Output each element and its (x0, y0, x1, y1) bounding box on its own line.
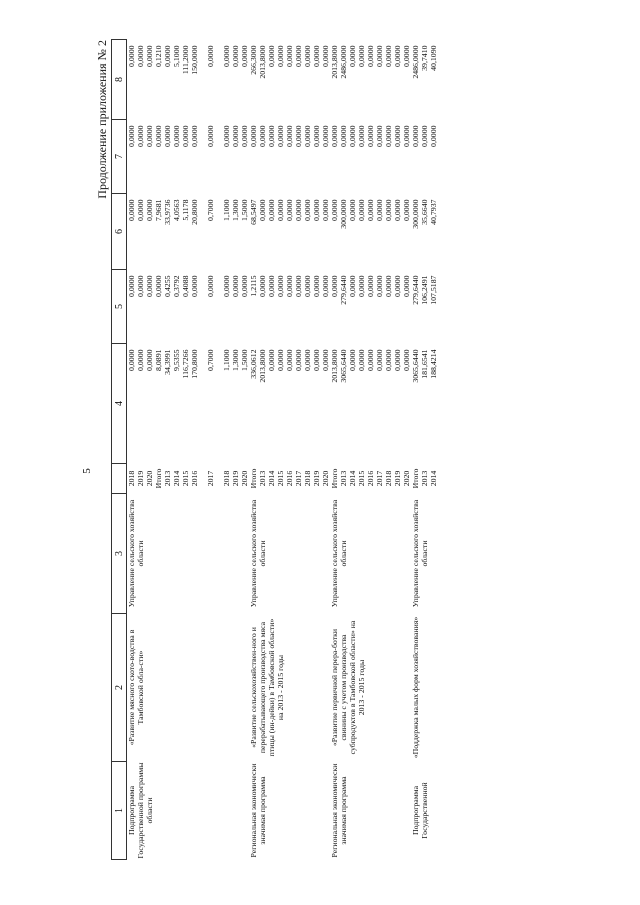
year-cell: 2020 (402, 470, 411, 487)
value-cell: 5,1178 (181, 199, 190, 221)
year-cell: 2019 (312, 470, 321, 487)
program-col2: «Развитие мясного ското-водства в Тамбовской обла-сти» (127, 629, 145, 746)
value-cell: 0,0000 (285, 275, 294, 297)
value-cell (199, 40, 206, 120)
value-cell: 0,0000 (393, 125, 402, 147)
value-cell: 0,0000 (163, 125, 172, 147)
value-cell: 0,0000 (402, 199, 411, 221)
table-row (411, 40, 420, 860)
program-col2: «Развитие первичной перера-ботки свинины с учетом производства субпродуктов в Тамбовской области» на 2013 - 2015 годы (330, 620, 366, 755)
value-cell: 0,0000 (258, 275, 267, 297)
year-cell: 2014 (429, 470, 438, 487)
value-cell: 0,0000 (276, 125, 285, 147)
value-cell: 0,0000 (267, 125, 276, 147)
value-cell: 0,0000 (384, 45, 393, 67)
year-cell: 2013 (258, 470, 267, 487)
value-cell: 0,0000 (303, 349, 312, 371)
value-cell: 170,8000 (190, 349, 199, 379)
value-cell (199, 344, 206, 464)
value-cell: 0,0000 (222, 275, 231, 297)
value-cell: 0,0000 (127, 349, 136, 371)
value-cell: 0,0000 (348, 199, 357, 221)
value-cell: 4,0563 (172, 199, 181, 221)
value-cell: 0,0000 (127, 45, 136, 67)
value-cell: 2013,8000 (258, 45, 267, 79)
value-cell: 0,0000 (127, 125, 136, 147)
value-cell: 0,0000 (285, 199, 294, 221)
year-cell: 2013 (339, 470, 348, 487)
value-cell: 0,0000 (366, 45, 375, 67)
value-cell: 20,8000 (190, 199, 199, 225)
value-cell: 0,0000 (136, 349, 145, 371)
value-cell: 3065,6440 (339, 349, 348, 383)
value-cell: 0,0000 (145, 275, 154, 297)
value-cell: 0,0000 (402, 45, 411, 67)
table-row (249, 40, 258, 860)
value-cell: 0,0000 (294, 45, 303, 67)
value-cell: 0,0000 (285, 45, 294, 67)
value-cell: 0,0000 (127, 275, 136, 297)
program-col1: Подпрограмма Государственной программы области (127, 762, 154, 859)
year-cell: 2013 (420, 470, 429, 487)
table-row (127, 40, 137, 860)
value-cell: 2013,8000 (330, 45, 339, 79)
value-cell: 336,0612 (249, 349, 258, 379)
value-cell: 0,0000 (402, 125, 411, 147)
year-cell: 2020 (240, 470, 249, 487)
value-cell: 0,0000 (420, 125, 429, 147)
value-cell: 1,2115 (249, 275, 258, 297)
value-cell: 0,0000 (321, 45, 330, 67)
value-cell: 0,0000 (357, 125, 366, 147)
column-number-row (112, 40, 127, 860)
value-cell: 0,0000 (231, 45, 240, 67)
value-cell: 0,0000 (206, 275, 215, 297)
value-cell: 2486,0000 (411, 45, 420, 79)
value-cell: 0,0000 (127, 199, 136, 221)
value-cell: 181,6541 (420, 349, 429, 379)
value-cell: 0,0000 (384, 199, 393, 221)
program-col3: Управление сельского хозяйства области (411, 499, 429, 608)
value-cell: 0,0000 (393, 45, 402, 67)
value-cell: 0,0000 (312, 125, 321, 147)
year-cell: 2015 (276, 470, 285, 487)
program-col3: Управление сельского хозяйства области (127, 499, 145, 608)
value-cell: 0,0000 (357, 45, 366, 67)
value-cell: 0,0000 (348, 45, 357, 67)
value-cell: 150,0000 (190, 45, 199, 75)
value-cell: 0,0000 (339, 125, 348, 147)
value-cell: 0,0000 (145, 45, 154, 67)
value-cell: 0,0000 (163, 45, 172, 67)
value-cell: 40,1090 (429, 45, 438, 71)
value-cell: 1,3000 (231, 199, 240, 221)
value-cell: 0,0000 (312, 349, 321, 371)
value-cell: 0,0000 (384, 349, 393, 371)
value-cell: 0,0000 (222, 125, 231, 147)
value-cell (215, 270, 222, 344)
value-cell: 0,0000 (375, 275, 384, 297)
value-cell: 1,1000 (222, 199, 231, 221)
value-cell: 0,0000 (393, 275, 402, 297)
value-cell: 0,0000 (375, 125, 384, 147)
column-header: 1 (112, 762, 127, 860)
year-cell: 2019 (136, 470, 145, 487)
value-cell: 0,0000 (145, 349, 154, 371)
table-row (330, 40, 339, 860)
value-cell: 0,0000 (375, 349, 384, 371)
value-cell: 0,0000 (303, 275, 312, 297)
year-cell: 2013 (163, 470, 172, 487)
year-cell: 2017 (206, 470, 215, 487)
value-cell: 279,6440 (411, 275, 420, 305)
value-cell: 0,0000 (357, 275, 366, 297)
year-cell: 2018 (384, 470, 393, 487)
value-cell: 0,0000 (330, 199, 339, 221)
value-cell: 0,0000 (222, 45, 231, 67)
value-cell: 0,0000 (190, 275, 199, 297)
value-cell: 0,0000 (231, 275, 240, 297)
value-cell: 0,0000 (321, 349, 330, 371)
column-header-blank (112, 464, 127, 494)
program-col2: «Развитие сельскохозяйствен-ного и перерабатывающего производства мяса птицы (ин-дейки) в Тамбовской области» на 2013 - 2015 годы (249, 618, 285, 757)
value-cell: 0,0000 (303, 45, 312, 67)
value-cell: 0,0000 (136, 199, 145, 221)
value-cell: 1,5000 (240, 349, 249, 371)
value-cell: 0,0000 (402, 349, 411, 371)
value-cell: 0,0000 (267, 349, 276, 371)
value-cell: 0,0000 (393, 199, 402, 221)
value-cell: 0,0000 (312, 199, 321, 221)
value-cell: 0,0000 (294, 125, 303, 147)
rotated-page (95, 40, 555, 860)
value-cell: 0,0000 (285, 125, 294, 147)
year-cell: 2019 (393, 470, 402, 487)
value-cell: 0,0000 (375, 199, 384, 221)
value-cell: 0,0000 (321, 199, 330, 221)
year-cell: 2017 (375, 470, 384, 487)
value-cell: 0,1210 (154, 45, 163, 67)
year-cell: Итого (154, 468, 163, 489)
value-cell: 1,1000 (222, 349, 231, 371)
value-cell: 0,0000 (294, 349, 303, 371)
value-cell: 0,0000 (393, 349, 402, 371)
value-cell: 5,1000 (172, 45, 181, 67)
program-col1: Региональная экономически значимая программа (249, 763, 267, 858)
value-cell: 0,0000 (303, 199, 312, 221)
value-cell: 0,0000 (267, 45, 276, 67)
value-cell: 2013,8000 (330, 349, 339, 383)
continuation-header: Продолжение приложения № 2 (95, 40, 109, 199)
value-cell: 33,9736 (163, 199, 172, 225)
year-cell: 2016 (190, 470, 199, 487)
value-cell (215, 194, 222, 270)
value-cell: 1,5000 (240, 199, 249, 221)
value-cell: 188,4214 (429, 349, 438, 379)
year-cell: 2015 (357, 470, 366, 487)
value-cell: 0,0000 (375, 45, 384, 67)
value-cell: 0,0000 (321, 275, 330, 297)
year-cell: 2017 (294, 470, 303, 487)
year-cell: 2015 (181, 470, 190, 487)
value-cell: 0,0000 (240, 275, 249, 297)
program-col1: Подпрограмма Государственной (411, 782, 429, 839)
column-header: 5 (112, 270, 127, 344)
value-cell: 0,0000 (181, 125, 190, 147)
value-cell: 0,0000 (312, 275, 321, 297)
value-cell: 0,0000 (240, 125, 249, 147)
value-cell: 34,3991 (163, 349, 172, 375)
value-cell: 39,7410 (420, 45, 429, 71)
value-cell: 0,0000 (303, 125, 312, 147)
year-cell: Итого (411, 468, 420, 489)
year-cell: Итого (330, 468, 339, 489)
column-header: 3 (112, 494, 127, 614)
value-cell: 279,6440 (339, 275, 348, 305)
year-cell: 2020 (145, 470, 154, 487)
value-cell: 0,0000 (276, 349, 285, 371)
value-cell: 300,0000 (411, 199, 420, 229)
value-cell: 0,0000 (240, 45, 249, 67)
value-cell (215, 40, 222, 120)
value-cell: 0,0000 (402, 275, 411, 297)
value-cell: 0,0000 (429, 125, 438, 147)
budget-table (111, 39, 438, 860)
value-cell: 35,6640 (420, 199, 429, 225)
year-cell: 2016 (366, 470, 375, 487)
page-number: 5 (80, 468, 93, 474)
value-cell: 0,0000 (330, 125, 339, 147)
value-cell: 0,0000 (411, 125, 420, 147)
value-cell: 266,3000 (249, 45, 258, 75)
value-cell (215, 120, 222, 194)
table-body (127, 40, 439, 860)
value-cell: 0,0000 (357, 349, 366, 371)
value-cell: 0,7000 (206, 199, 215, 221)
value-cell: 0,0000 (348, 125, 357, 147)
year-cell (199, 464, 206, 494)
value-cell: 68,5497 (249, 199, 258, 225)
value-cell (199, 194, 206, 270)
value-cell: 0,4088 (181, 275, 190, 297)
value-cell: 0,0000 (384, 125, 393, 147)
year-cell: 2016 (285, 470, 294, 487)
value-cell: 107,5187 (429, 275, 438, 305)
year-cell: 2014 (267, 470, 276, 487)
value-cell: 0,0000 (258, 199, 267, 221)
program-col1: Региональная экономически значимая программа (330, 763, 348, 858)
value-cell: 300,0000 (339, 199, 348, 229)
value-cell: 1,3000 (231, 349, 240, 371)
value-cell: 0,0000 (206, 125, 215, 147)
value-cell: 0,0000 (145, 199, 154, 221)
value-cell: 0,0000 (366, 275, 375, 297)
value-cell (199, 270, 206, 344)
value-cell: 0,0000 (136, 45, 145, 67)
value-cell: 0,0000 (206, 45, 215, 67)
year-cell (215, 464, 222, 494)
value-cell: 116,7266 (181, 349, 190, 379)
value-cell: 0,0000 (294, 199, 303, 221)
value-cell: 8,0891 (154, 349, 163, 371)
year-cell: 2014 (348, 470, 357, 487)
value-cell: 3065,6440 (411, 349, 420, 383)
value-cell: 0,0000 (136, 125, 145, 147)
value-cell: 0,0000 (294, 275, 303, 297)
value-cell: 0,0000 (366, 199, 375, 221)
column-header: 6 (112, 194, 127, 270)
program-col2: «Поддержка малых форм хозяйствования» (411, 616, 420, 759)
year-cell: 2020 (321, 470, 330, 487)
value-cell: 0,0000 (366, 125, 375, 147)
year-cell: Итого (249, 468, 258, 489)
value-cell: 0,0000 (154, 125, 163, 147)
value-cell: 0,0000 (249, 125, 258, 147)
value-cell: 0,0000 (267, 199, 276, 221)
value-cell: 0,3792 (172, 275, 181, 297)
value-cell: 0,0000 (357, 199, 366, 221)
value-cell: 0,0000 (330, 275, 339, 297)
value-cell (199, 120, 206, 194)
value-cell: 0,0000 (312, 45, 321, 67)
value-cell: 0,0000 (190, 125, 199, 147)
value-cell: 0,0000 (267, 275, 276, 297)
value-cell: 2013,8000 (258, 349, 267, 383)
value-cell: 9,5355 (172, 349, 181, 371)
value-cell: 111,2000 (181, 45, 190, 75)
value-cell: 0,0000 (285, 349, 294, 371)
value-cell: 0,0000 (172, 125, 181, 147)
value-cell: 7,9681 (154, 199, 163, 221)
value-cell: 2486,0000 (339, 45, 348, 79)
value-cell (215, 344, 222, 464)
year-cell: 2014 (172, 470, 181, 487)
value-cell: 0,0000 (384, 275, 393, 297)
value-cell: 40,7937 (429, 199, 438, 225)
value-cell: 0,4255 (163, 275, 172, 297)
value-cell: 0,0000 (136, 275, 145, 297)
value-cell: 0,0000 (258, 125, 267, 147)
value-cell: 0,0000 (276, 275, 285, 297)
column-header: 4 (112, 344, 127, 464)
year-cell: 2018 (127, 470, 136, 487)
year-cell: 2018 (303, 470, 312, 487)
column-header: 8 (112, 40, 127, 120)
year-cell: 2019 (231, 470, 240, 487)
value-cell: 0,0000 (231, 125, 240, 147)
value-cell: 0,0000 (348, 275, 357, 297)
value-cell: 106,2491 (420, 275, 429, 305)
value-cell: 0,7000 (206, 349, 215, 371)
column-header: 7 (112, 120, 127, 194)
program-col3: Управление сельского хозяйства области (330, 499, 348, 608)
value-cell: 0,0000 (276, 199, 285, 221)
column-header: 2 (112, 614, 127, 762)
value-cell: 0,0000 (321, 125, 330, 147)
year-cell: 2018 (222, 470, 231, 487)
value-cell: 0,0000 (154, 275, 163, 297)
value-cell: 0,0000 (348, 349, 357, 371)
program-col3: Управление сельского хозяйства области (249, 499, 267, 608)
value-cell: 0,0000 (366, 349, 375, 371)
value-cell: 0,0000 (276, 45, 285, 67)
value-cell: 0,0000 (145, 125, 154, 147)
